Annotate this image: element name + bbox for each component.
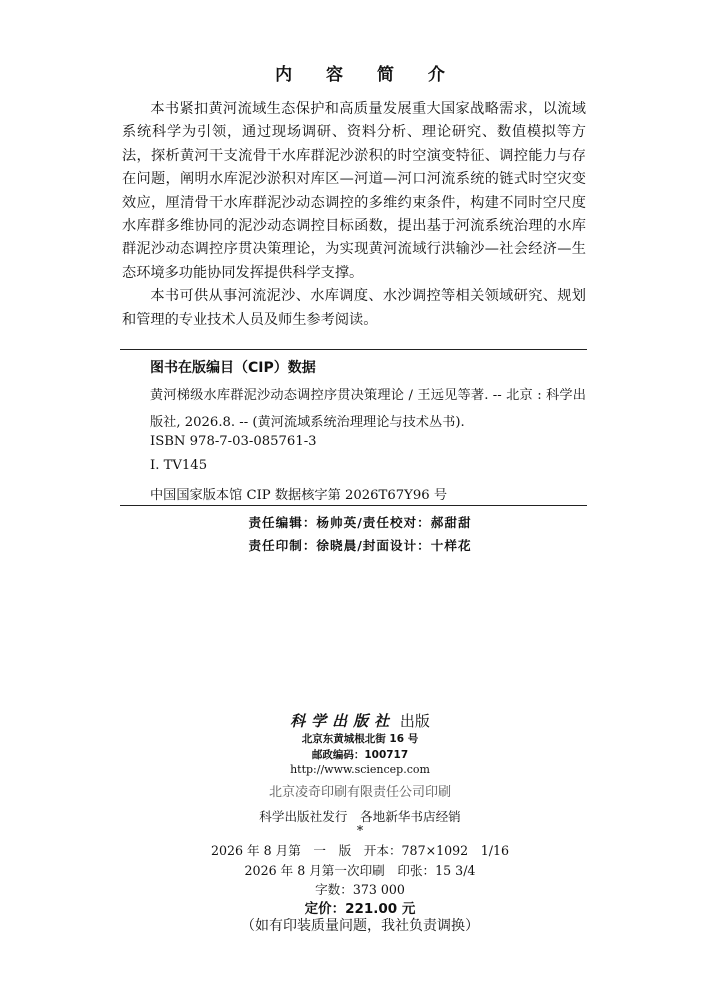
abstract-paragraph-2: 本书可供从事河流泥沙、水库调度、水沙调控等相关领域研究、规划和管理的专业技术人员及师生参考阅读。 [122,288,586,328]
staff-line-1: 责任编辑：杨帅英/责任校对：郝甜甜 [248,515,472,530]
publisher-logo: 科学出版社 [290,712,396,730]
printer: 北京凌奇印刷有限责任公司印刷 [268,785,451,800]
staff-line-2: 责任印制：徐晓晨/封面设计：十样花 [248,538,472,553]
page-title: 内 容 简 介 [275,65,459,85]
printing-info: 2026 年 8 月第一次印刷 印张：15 3/4 [244,863,476,878]
publisher-suffix: 出版 [399,712,430,730]
separator-star: * [356,823,364,838]
cip-title-line: 黄河梯级水库群泥沙动态调控序贯决策理论 / 王远见等著. -- 北京 : 科学出版社, 2026.8. -- (黄河流域系统治理理论与技术丛书). [150,388,586,430]
publisher-url: http://www.sciencep.com [290,763,430,776]
cip-verification: 中国国家版本馆 CIP 数据核字第 2026T67Y96 号 [150,488,448,503]
price: 定价：221.00 元 [304,901,416,917]
cip-top-rule [120,349,587,350]
word-count: 字数：373 000 [315,882,405,897]
cip-bottom-rule [120,505,587,506]
publisher-name [0,710,720,731]
abstract [122,98,586,332]
abstract-paragraph-1: 本书紧扣黄河流域生态保护和高质量发展重大国家战略需求，以流域系统科学为引领，通过现场调研、资料分析、理论研究、数值模拟等方法，探析黄河干支流骨干水库群泥沙淤积的时空演变特征、调控能力与存在问题，阐明水库泥沙淤积对库区—河道—河口河流系统的链式时空灾变效应，厘清骨干水库群泥沙动态调控的多维约束条件，构建不同时空尺度水库群多维协同的泥沙动态调控目标函数，提出基于河流系统治理的水库群泥沙动态调控序贯决策理论，为实现黄河流域行洪输沙—社会经济—生态环境多功能协同发挥提供科学支撑。 [122,101,586,281]
edition-info: 2026 年 8 月第 一 版 开本：787×1092 1/16 [210,843,510,858]
quality-notice: （如有印装质量问题，我社负责调换） [241,918,479,934]
cip-heading: 图书在版编目（CIP）数据 [150,360,316,376]
cip-classification: Ⅰ. TV145 [150,458,208,473]
cip-isbn: ISBN 978-7-03-085761-3 [150,434,317,449]
publisher-postcode: 邮政编码：100717 [311,749,409,761]
distribution: 科学出版社发行 各地新华书店经销 [259,809,461,824]
publisher-address: 北京东黄城根北街 16 号 [301,733,419,745]
